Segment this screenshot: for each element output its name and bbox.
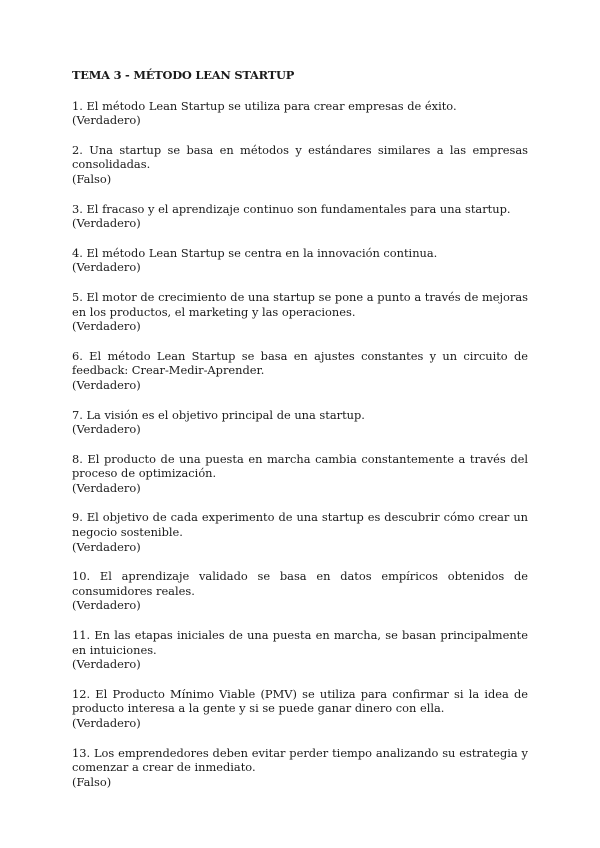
answer-text: (Verdadero): [72, 598, 141, 613]
list-item: [72, 246, 528, 275]
question-text: 1. El método Lean Startup se utiliza para crear empresas de éxito.: [72, 98, 457, 113]
question-text: 6. El método Lean Startup se basa en ajustes constantes y un circuito de feedback: Crear-Medir-Aprender.: [72, 348, 528, 378]
list-item: [72, 569, 528, 613]
list-item: [72, 628, 528, 672]
question-text: 12. El Producto Mínimo Viable (PMV) se utiliza para confirmar si la idea de producto interesa a la gente y si se puede ganar dinero con ella.: [72, 686, 528, 716]
list-item: [72, 143, 528, 187]
answer-text: (Verdadero): [72, 377, 141, 392]
list-item: [72, 349, 528, 393]
answer-text: (Verdadero): [72, 716, 141, 730]
question-text: 5. El motor de crecimiento de una startup se pone a punto a través de mejoras en los productos, el marketing y las operaciones.: [72, 289, 528, 319]
answer-text: (Verdadero): [72, 319, 141, 334]
list-item: [72, 99, 528, 128]
answer-text: (Verdadero): [72, 260, 141, 275]
answer-text: (Falso): [72, 171, 112, 186]
question-text: 8. El producto de una puesta en marcha cambia constantemente a través del proceso de optimización.: [72, 451, 528, 481]
list-item: [72, 746, 528, 790]
list-item: [72, 408, 528, 437]
answer-text: (Verdadero): [72, 480, 141, 495]
answer-text: (Verdadero): [72, 113, 141, 128]
question-text: 13. Los emprendedores deben evitar perder tiempo analizando su estrategia y comenzar a crear de inmediato.: [72, 745, 528, 775]
list-item: [72, 202, 528, 231]
question-text: 11. En las etapas iniciales de una puesta en marcha, se basan principalmente en intuiciones.: [72, 628, 528, 657]
list-item: [72, 687, 528, 731]
question-text: 2. Una startup se basa en métodos y estándares similares a las empresas consolidadas.: [72, 142, 528, 172]
list-item: [72, 452, 528, 496]
answer-text: (Verdadero): [72, 657, 141, 672]
question-text: 7. La visión es el objetivo principal de una startup.: [72, 407, 365, 422]
question-text: 3. El fracaso y el aprendizaje continuo son fundamentales para una startup.: [72, 201, 511, 216]
answer-text: (Verdadero): [72, 539, 141, 554]
list-item: [72, 510, 528, 554]
question-text: 9. El objetivo de cada experimento de una startup es descubrir cómo crear un negocio sostenible.: [72, 510, 528, 540]
answer-text: (Verdadero): [72, 422, 141, 437]
question-text: 4. El método Lean Startup se centra en la innovación continua.: [72, 245, 438, 260]
answer-text: (Falso): [72, 774, 112, 789]
answer-text: (Verdadero): [72, 216, 141, 231]
list-item: [72, 290, 528, 334]
document-title: TEMA 3 - MÉTODO LEAN STARTUP: [72, 68, 295, 82]
question-text: 10. El aprendizaje validado se basa en datos empíricos obtenidos de consumidores reales.: [72, 569, 528, 598]
